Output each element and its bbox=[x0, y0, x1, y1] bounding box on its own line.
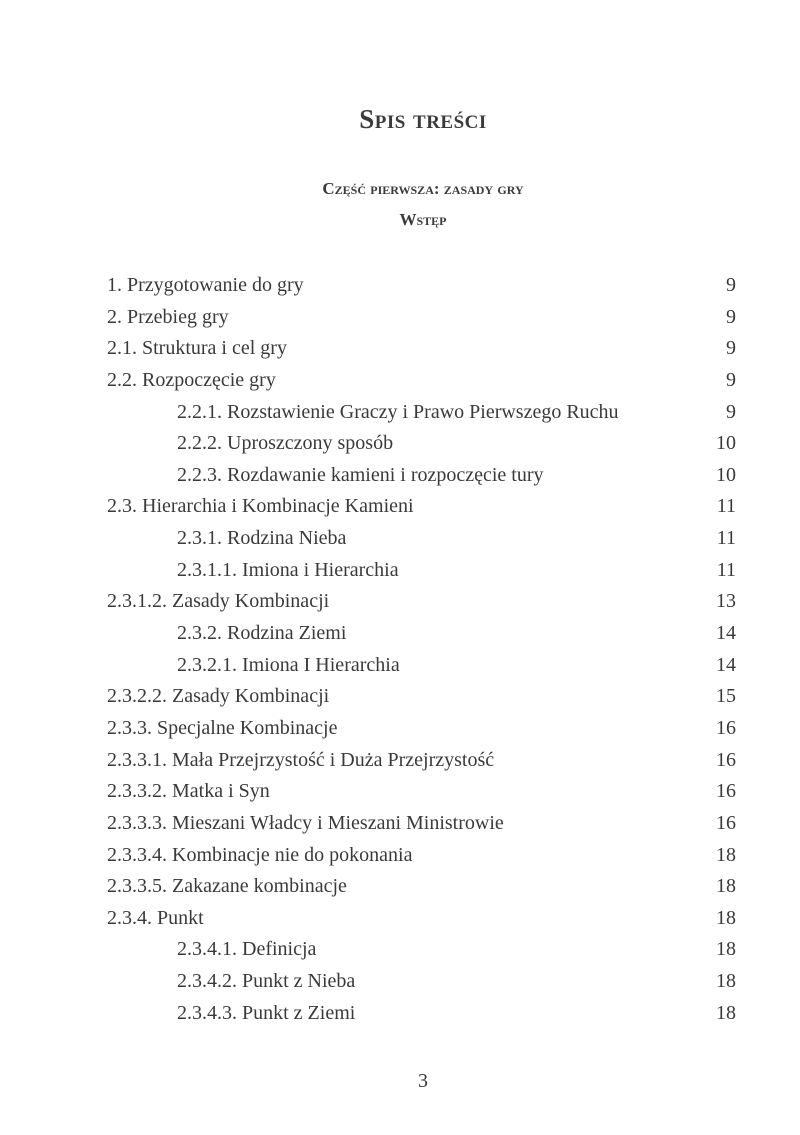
toc-entry-page: 18 bbox=[716, 875, 736, 898]
toc-entry-page: 14 bbox=[716, 622, 736, 645]
toc-entry-label: 2.3.1.2. Zasady Kombinacji bbox=[107, 590, 330, 613]
toc-entry-label: 2.1. Struktura i cel gry bbox=[107, 337, 287, 360]
toc-entry bbox=[0, 840, 800, 872]
toc-entry-label: 2.3.3. Specjalne Kombinacje bbox=[107, 716, 338, 739]
toc-entry-page: 9 bbox=[726, 305, 736, 328]
toc-entry bbox=[0, 934, 800, 966]
toc-entry-label: 2.2. Rozpoczęcie gry bbox=[107, 368, 276, 391]
toc-entry bbox=[0, 618, 800, 650]
toc-entry-label: 2.3.4.2. Punkt z Nieba bbox=[177, 970, 356, 993]
toc-entry-label: 2.3.3.1. Mała Przejrzystość i Duża Przejrzystość bbox=[107, 748, 495, 771]
toc-entry bbox=[0, 365, 800, 397]
toc-entry-label: 2.3.2.2. Zasady Kombinacji bbox=[107, 685, 330, 708]
toc-entry-page: 9 bbox=[726, 400, 736, 423]
toc-entry bbox=[0, 523, 800, 555]
toc-entry-label: 2. Przebieg gry bbox=[107, 305, 229, 328]
toc-entry-page: 18 bbox=[716, 970, 736, 993]
toc-entry bbox=[0, 871, 800, 903]
toc-entry bbox=[0, 998, 800, 1030]
toc-entry-label: 2.3.4.1. Definicja bbox=[177, 938, 317, 961]
toc-entry bbox=[0, 776, 800, 808]
section-heading: Wstęp bbox=[399, 210, 447, 229]
toc-entry-page: 10 bbox=[716, 463, 736, 486]
toc-entry-page: 15 bbox=[716, 685, 736, 708]
toc-entry bbox=[0, 491, 800, 523]
part-heading: Część pierwsza: zasady gry bbox=[322, 179, 524, 198]
toc-entry bbox=[0, 745, 800, 777]
toc-entry bbox=[0, 681, 800, 713]
toc-entry-label: 2.3.2.1. Imiona I Hierarchia bbox=[177, 653, 400, 676]
toc-entry bbox=[0, 713, 800, 745]
toc-entry-label: 2.3.4. Punkt bbox=[107, 906, 204, 929]
toc-entry-page: 13 bbox=[716, 590, 736, 613]
toc-entry-label: 2.3.1.1. Imiona i Hierarchia bbox=[177, 558, 399, 581]
toc-entry-label: 2.3.2. Rodzina Ziemi bbox=[177, 622, 347, 645]
toc-entry-label: 2.3.1. Rodzina Nieba bbox=[177, 527, 347, 550]
toc-entry bbox=[0, 650, 800, 682]
toc-entry-page: 16 bbox=[716, 716, 736, 739]
page-title: Spis treści bbox=[359, 104, 487, 134]
toc-entry bbox=[0, 302, 800, 334]
toc-entry-page: 14 bbox=[716, 653, 736, 676]
toc-entry-page: 18 bbox=[716, 906, 736, 929]
toc-entry bbox=[0, 966, 800, 998]
toc-entry-page: 16 bbox=[716, 811, 736, 834]
toc-entry bbox=[0, 397, 800, 429]
toc-entry-label: 2.3.3.3. Mieszani Władcy i Mieszani Ministrowie bbox=[107, 811, 504, 834]
toc-entry bbox=[0, 555, 800, 587]
toc-entry-label: 2.3.4.3. Punkt z Ziemi bbox=[177, 1001, 356, 1024]
toc-entry bbox=[0, 903, 800, 935]
toc-entry-page: 18 bbox=[716, 1001, 736, 1024]
toc-entry-label: 2.3.3.2. Matka i Syn bbox=[107, 780, 270, 803]
toc-entry-label: 2.2.3. Rozdawanie kamieni i rozpoczęcie tury bbox=[177, 463, 544, 486]
toc-entry-page: 9 bbox=[726, 368, 736, 391]
toc-entry-label: 2.2.1. Rozstawienie Graczy i Prawo Pierwszego Ruchu bbox=[177, 400, 619, 423]
toc-entry-page: 11 bbox=[716, 558, 736, 581]
toc-entry-page: 16 bbox=[716, 748, 736, 771]
toc-entry-label: 2.2.2. Uproszczony sposób bbox=[177, 432, 394, 455]
toc-entry-page: 9 bbox=[726, 274, 736, 296]
toc-entry-page: 18 bbox=[716, 938, 736, 961]
toc-entry bbox=[0, 333, 800, 365]
toc-entry bbox=[0, 586, 800, 618]
table-of-contents bbox=[0, 270, 800, 1029]
toc-entry bbox=[0, 270, 800, 302]
toc-entry bbox=[0, 460, 800, 492]
toc-entry-page: 11 bbox=[716, 527, 736, 550]
toc-entry-page: 9 bbox=[726, 337, 736, 360]
toc-entry-page: 10 bbox=[716, 432, 736, 455]
toc-entry bbox=[0, 428, 800, 460]
toc-entry bbox=[0, 808, 800, 840]
toc-entry-label: 1. Przygotowanie do gry bbox=[107, 274, 304, 296]
toc-entry-page: 18 bbox=[716, 843, 736, 866]
toc-entry-page: 11 bbox=[716, 495, 736, 518]
page-number: 3 bbox=[418, 1070, 428, 1092]
toc-entry-label: 2.3. Hierarchia i Kombinacje Kamieni bbox=[107, 495, 414, 518]
toc-entry-label: 2.3.3.5. Zakazane kombinacje bbox=[107, 875, 347, 898]
toc-entry-page: 16 bbox=[716, 780, 736, 803]
toc-entry-label: 2.3.3.4. Kombinacje nie do pokonania bbox=[107, 843, 413, 866]
